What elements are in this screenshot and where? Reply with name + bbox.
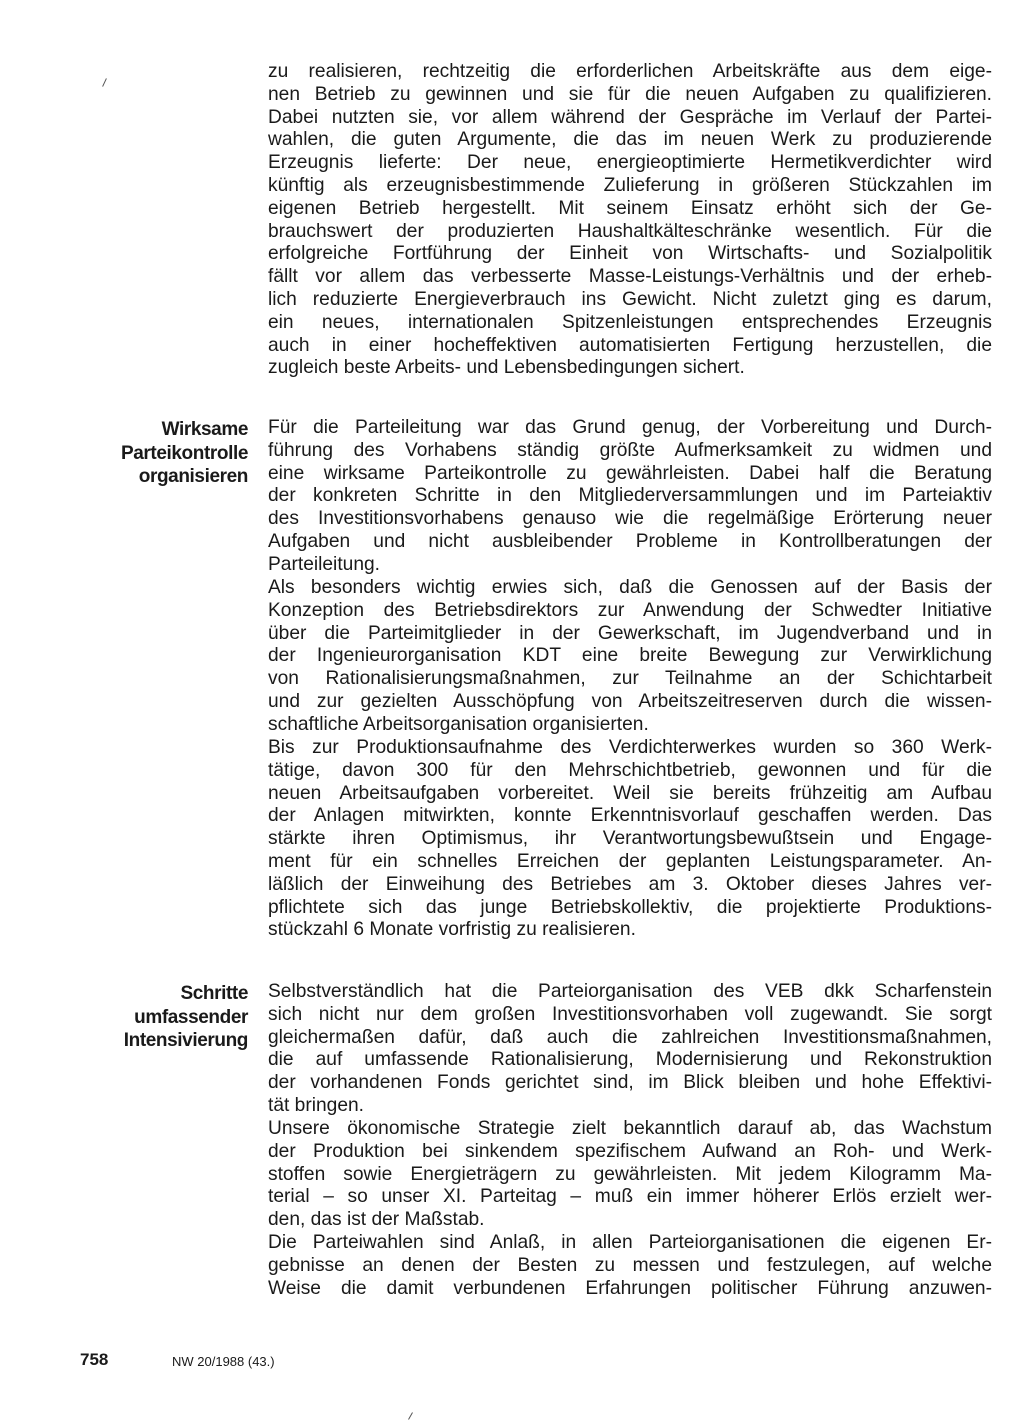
text-line: gleichermaßen dafür, daß auch die zahlreichen Investitionsmaßnahmen,	[268, 1026, 992, 1048]
text-line: Bis zur Produktionsaufnahme des Verdichterwerkes wurden so 360 Werk-	[268, 737, 992, 758]
paragraph	[268, 577, 992, 737]
text-line: eigenen Betrieb hergestellt. Mit seinem Einsatz erhöht sich der Ge-	[268, 197, 992, 219]
text-line: schaftliche Arbeitsorganisation organisierten.	[268, 713, 649, 735]
text-line: fällt vor allem das verbesserte Masse-Leistungs-Verhältnis und der erheb-	[268, 266, 992, 288]
text-line: ein neues, internationalen Spitzenleistungen entsprechendes Erzeugnis	[268, 311, 992, 333]
heading-line: umfassender	[134, 1006, 248, 1028]
text-line: stärkte ihren Optimismus, ihr Verantwortungsbewußtsein und Engage-	[268, 828, 992, 850]
heading-line: Intensivierung	[123, 1030, 248, 1051]
text-line: zu realisieren, rechtzeitig die erforderlichen Arbeitskräfte aus dem eige-	[268, 61, 992, 82]
paragraph	[268, 61, 992, 380]
text-line: erfolgreiche Fortführung der Einheit von Wirtschafts- und Sozialpolitik	[268, 243, 992, 265]
paragraph	[268, 981, 992, 1118]
heading-line: Wirksame	[161, 419, 248, 440]
text-line: und zur gezielten Ausschöpfung von Arbeitszeitreserven durch die wissen-	[268, 690, 992, 712]
heading-line: organisieren	[138, 466, 248, 487]
text-line: Als besonders wichtig erwies sich, daß die Genossen auf der Basis der	[268, 577, 992, 598]
paragraph	[268, 1232, 992, 1300]
text-line: Aufgaben und nicht ausbleibender Probleme in Kontrollberatungen der	[268, 530, 992, 552]
text-line: führung des Vorhabens ständig größte Aufmerksamkeit zu widmen und	[268, 439, 992, 461]
text-line: der Produktion bei sinkendem spezifischem Aufwand an Roh- und Werk-	[268, 1140, 992, 1162]
scan-mark	[102, 78, 107, 87]
paragraph	[268, 417, 992, 577]
text-line: Unsere ökonomische Strategie zielt bekanntlich darauf ab, das Wachstum	[268, 1118, 992, 1139]
heading-line: Parteikontrolle	[120, 442, 248, 464]
text-line: über die Parteimitglieder in der Gewerkschaft, im Jugendverband und in	[268, 622, 992, 644]
text-line: stoffen sowie Energieträgern zu gewährleisten. Mit jedem Kilogramm Ma-	[268, 1163, 992, 1185]
text-line: Weise die damit verbundenen Erfahrungen politischer Führung anzuwen-	[268, 1277, 992, 1299]
margin-heading-intensivierung	[80, 982, 248, 1053]
page-number: 758	[80, 1350, 109, 1369]
text-line: brauchswert der produzierten Haushaltkälteschränke wesentlich. Für die	[268, 220, 992, 242]
text-line: den, das ist der Maßstab.	[268, 1209, 485, 1231]
text-line: ment für ein schnelles Erreichen der geplanten Leistungsparameter. An-	[268, 850, 992, 872]
text-line: künftig als erzeugnisbestimmende Zulieferung in größeren Stückzahlen im	[268, 174, 992, 196]
text-line: Konzeption des Betriebsdirektors zur Anwendung der Schwedter Initiative	[268, 599, 992, 621]
text-line: Dabei nutzten sie, vor allem während der Gespräche im Verlauf der Partei-	[268, 106, 992, 128]
text-line: gebnisse an denen der Besten zu messen und festzulegen, auf welche	[268, 1254, 992, 1276]
text-line: tät bringen.	[268, 1094, 365, 1116]
text-line: eine wirksame Parteikontrolle zu gewährleisten. Dabei half die Beratung	[268, 462, 992, 484]
text-line: der Ingenieurorganisation KDT eine breite Bewegung zur Verwirklichung	[268, 645, 992, 667]
heading-line: Schritte	[180, 983, 248, 1004]
text-line: läßlich der Einweihung des Betriebes am 3. Oktober dieses Jahres ver-	[268, 873, 992, 895]
text-line: Selbstverständlich hat die Parteiorganisation des VEB dkk Scharfenstein	[268, 981, 992, 1002]
text-line: von Rationalisierungsmaßnahmen, zur Teilnahme an der Schichtarbeit	[268, 668, 992, 690]
text-line: zugleich beste Arbeits- und Lebensbedingungen sichert.	[268, 357, 745, 379]
text-line: die auf umfassende Rationalisierung, Modernisierung und Rekonstruktion	[268, 1049, 992, 1071]
text-line: der konkreten Schritte in den Mitgliederversammlungen und im Parteiaktiv	[268, 485, 992, 507]
text-line: neuen Arbeitsaufgaben vorbereitet. Weil sie bereits frühzeitig am Aufbau	[268, 782, 992, 804]
text-line: Parteileitung.	[268, 553, 380, 575]
text-line: der vorhandenen Fonds gerichtet sind, im Blick bleiben und hohe Effektivi-	[268, 1072, 992, 1094]
text-line: tätige, davon 300 für den Mehrschichtbetrieb, gewonnen und für die	[268, 759, 992, 781]
text-line: des Investitionsvorhabens genauso wie die regelmäßige Erörterung neuer	[268, 508, 992, 530]
paragraph	[268, 737, 992, 942]
paragraph	[268, 1118, 992, 1232]
text-line: nen Betrieb zu gewinnen und sie für die neuen Aufgaben zu qualifizieren.	[268, 83, 992, 105]
text-line: Die Parteiwahlen sind Anlaß, in allen Parteiorganisationen die eigenen Er-	[268, 1232, 992, 1253]
text-line: Für die Parteileitung war das Grund genug, der Vorbereitung und Durch-	[268, 417, 992, 438]
text-line: terial – so unser XI. Parteitag – muß ein immer höherer Erlös erzielt wer-	[268, 1186, 992, 1208]
text-line: wahlen, die guten Argumente, die das im neuen Werk zu produzierende	[268, 129, 992, 151]
text-line: Erzeugnis lieferte: Der neue, energieoptimierte Hermetikverdichter wird	[268, 152, 992, 174]
text-line: sich nicht nur dem großen Investitionsvorhaben voll zugewandt. Sie sorgt	[268, 1003, 992, 1025]
text-line: lich reduzierte Energieverbrauch ins Gewicht. Nicht zuletzt ging es darum,	[268, 288, 992, 310]
text-line: auch in einer hocheffektiven automatisierten Fertigung herzustellen, die	[268, 334, 992, 356]
text-line: stückzahl 6 Monate vorfristig zu realisieren.	[268, 919, 636, 941]
text-line: pflichtete sich das junge Betriebskollektiv, die projektierte Produktions-	[268, 896, 992, 918]
scan-mark	[408, 1412, 413, 1419]
source-reference: NW 20/1988 (43.)	[172, 1354, 275, 1369]
margin-heading-parteikontrolle	[80, 418, 248, 489]
text-line: der Anlagen mitwirkten, konnte Erkenntnisvorlauf geschaffen werden. Das	[268, 805, 992, 827]
